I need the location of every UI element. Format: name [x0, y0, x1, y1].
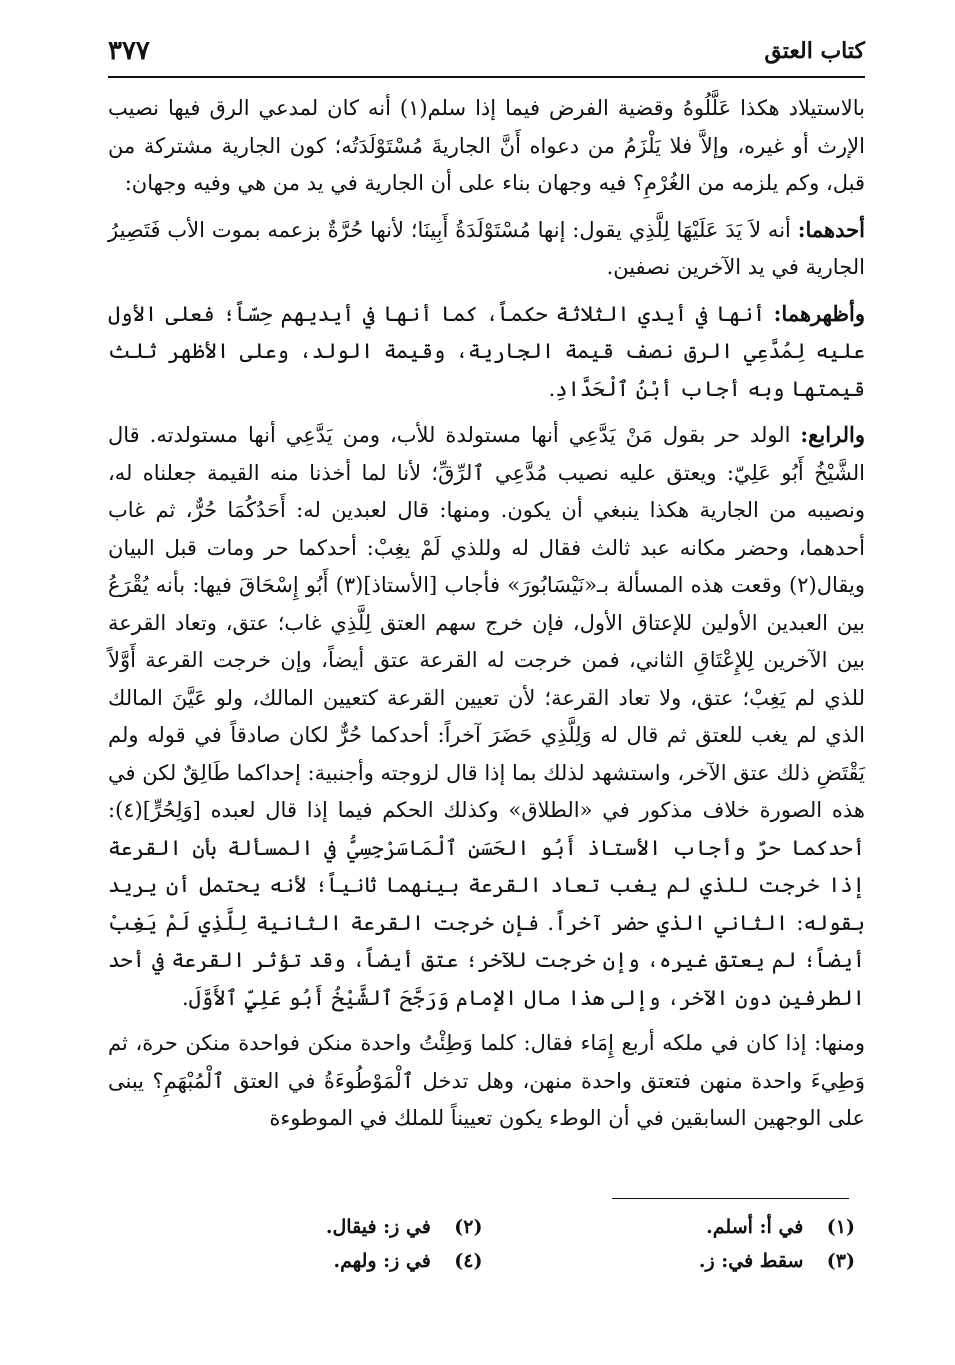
paragraph-lead: وأظهرهما: [773, 300, 865, 326]
paragraph-text: أنها في أيدي الثلاثة حكماً، كما أنها في أيديهم حِسّاً؛ فعلى الأول عليه لِمُدَّعِي الرق نصف قيمة الجارية، وقيمة الولد، وعلى الأظهر ثلث قيمتها وبه أجاب أبْنُ ٱلْحَدَّادِ. [108, 301, 865, 401]
paragraph-text: أنه لاَ يَدَ عَلَيْهَا لِلَّذِي يقول: إنها مُسْتَوْلَدَةُ أَبِينَا؛ لأنها حُرَّةٌ بزعمه بموت الأب فَتَصِيرُ الجارية في يد الآخرين نصفين. [108, 217, 865, 279]
main-text [108, 90, 865, 1146]
footnote [200, 1210, 483, 1244]
footnote-text: سقط في: ز. [698, 1250, 804, 1272]
chapter-title: كتاب العتق [764, 38, 865, 64]
paragraph-text: الولد حر بقول مَنْ يَدَّعِي أنها مستولدة للأب، ومن يَدَّعِي أنها مستولدته. قال الشَّيْخُ أَبُو عَلِيّ: ويعتق عليه نصيب مُدَّعِي ٱلرِّقِّ؛ لأنا لما أخذنا منه القيمة جعلناه له، ونصيبه من الجارية هكذا ينبغي أن يكون. ومنها: قال لعبدين له: أَحَدُكُمَا حُرٌّ، ثم غاب أحدهما، وحضر مكانه عبد ثالث فقال له وللذي لَمْ يغِبْ: أحدكما حر ومات قبل البيان ويقال(٢) وقعت هذه المسألة بـ«نَيْسَابُورَ» فأجاب [الأستاذ](٣) أَبُو إِسْحَاقَ فيها: بأنه يُقْرَعُ بين العبدين الأولين للإعتاق الأول، فإن خرج سهم العتق لِلَّذِي غاب؛ عتق، وتعاد القرعة بين الآخرين لِلإِعْتَاقِ الثاني، فمن خرجت له القرعة عتق أيضاً، وإن خرجت القرعة أَوَّلاً للذي لم يَغِبْ؛ عتق، ولا تعاد القرعة؛ لأن تعيين القرعة كتعيين المالك، ولو عَيَّنَ المالك الذي لم يغب للعتق ثم قال له وَلِلَّذِي حَضَرَ آخراً: أحدكما حُرٌّ لكان صادقاً في قوله ولم يَقْتَضِ ذلك عتق الآخر، واستشهد لذلك بما إذا قال لزوجته وأجنبية: إحداكما طَالِقٌ لكن في هذه الصورة خلاف مذكور في «الطلاق» وكذلك الحكم فيما إذا قال لعبده [وَلِحُرٍّ](٤): أحدكما حرٌ وأجاب الأستاذ أَبُو الحَسَنِ ٱلْمَاسَرْجِسِيُّ في المسألة بأن القرعة إذا خرجت للذي لم يغب تعاد القرعة بينهما ثانياً؛ لأنه يحتمل أن يريد بقوله: الثاني الذي حضر آخراً. فإن خرجت القرعة الثانية لِلَّذِي لَمْ يَغِبْ أيضاً؛ لم يعتق غيره، وإن خرجت للآخر؛ عتق أيضاً، وقد تؤثر القرعة في أحد الطرفين دون الآخر، وإلى هذا مال الإمام وَرَجَّحَ ٱلشَّيْخُ أَبُو عَلِيٍّ ٱلأَوَّلَ. [108, 423, 865, 1010]
page-number: ٣٧٧ [108, 36, 150, 66]
footnote-divider [612, 1198, 849, 1199]
footnote-number: (١) [826, 1216, 855, 1238]
paragraph [108, 211, 865, 287]
paragraph [108, 1025, 865, 1138]
paragraph-lead: والرابع: [800, 422, 865, 447]
paragraph-text: بالاستيلاد هكذا عَلَّلُوهُ وقضية الفرض فيما إذا سلم(١) أنه كان لمدعي الرق فيها نصيب الإرث أو غيره، وإلاَّ فلا يَلْزَمُ من دعواه أَنَّ الجاريةَ مُسْتَوْلَدَتُه؛ كون الجارية مشتركة من قبل، وكم يلزمه من الغُرْمِ؟ فيه وجهان بناء على أن الجارية في يد من هي وفيه وجهان: [108, 96, 865, 195]
footnote-number: (٤) [454, 1250, 483, 1272]
footnote-text: في أ: أسلم. [706, 1216, 804, 1238]
paragraph [108, 295, 865, 409]
running-header [108, 36, 865, 78]
footnote-text: في ز: فيقال. [325, 1216, 431, 1238]
footnote-row [200, 1210, 855, 1244]
paragraph-text: ومنها: إذا كان في ملكه أربع إِمَاء فقال: كلما وَطِئْتُ واحدة منكن فواحدة منكن حرة، ثم وَطِيءَ واحدة منهن فتعتق واحدة منهن، وهل تدخل ٱلْمَوْطُوءَةُ في العتق ٱلْمُبْهَمِ؟ يبنى على الوجهين السابقين في أن الوطء يكون تعييناً للملك في الموطوءة [108, 1031, 865, 1130]
footnote-row [200, 1244, 855, 1278]
footnotes [200, 1210, 855, 1278]
paragraph [108, 90, 865, 203]
footnote [573, 1244, 856, 1278]
footnote-number: (٢) [454, 1216, 483, 1238]
footnote [200, 1244, 483, 1278]
paragraph-lead: أحدهما: [797, 216, 865, 242]
footnote-number: (٣) [826, 1250, 855, 1272]
footnote [573, 1210, 856, 1244]
footnote-text: في ز: ولهم. [333, 1250, 431, 1272]
paragraph [108, 416, 865, 1017]
